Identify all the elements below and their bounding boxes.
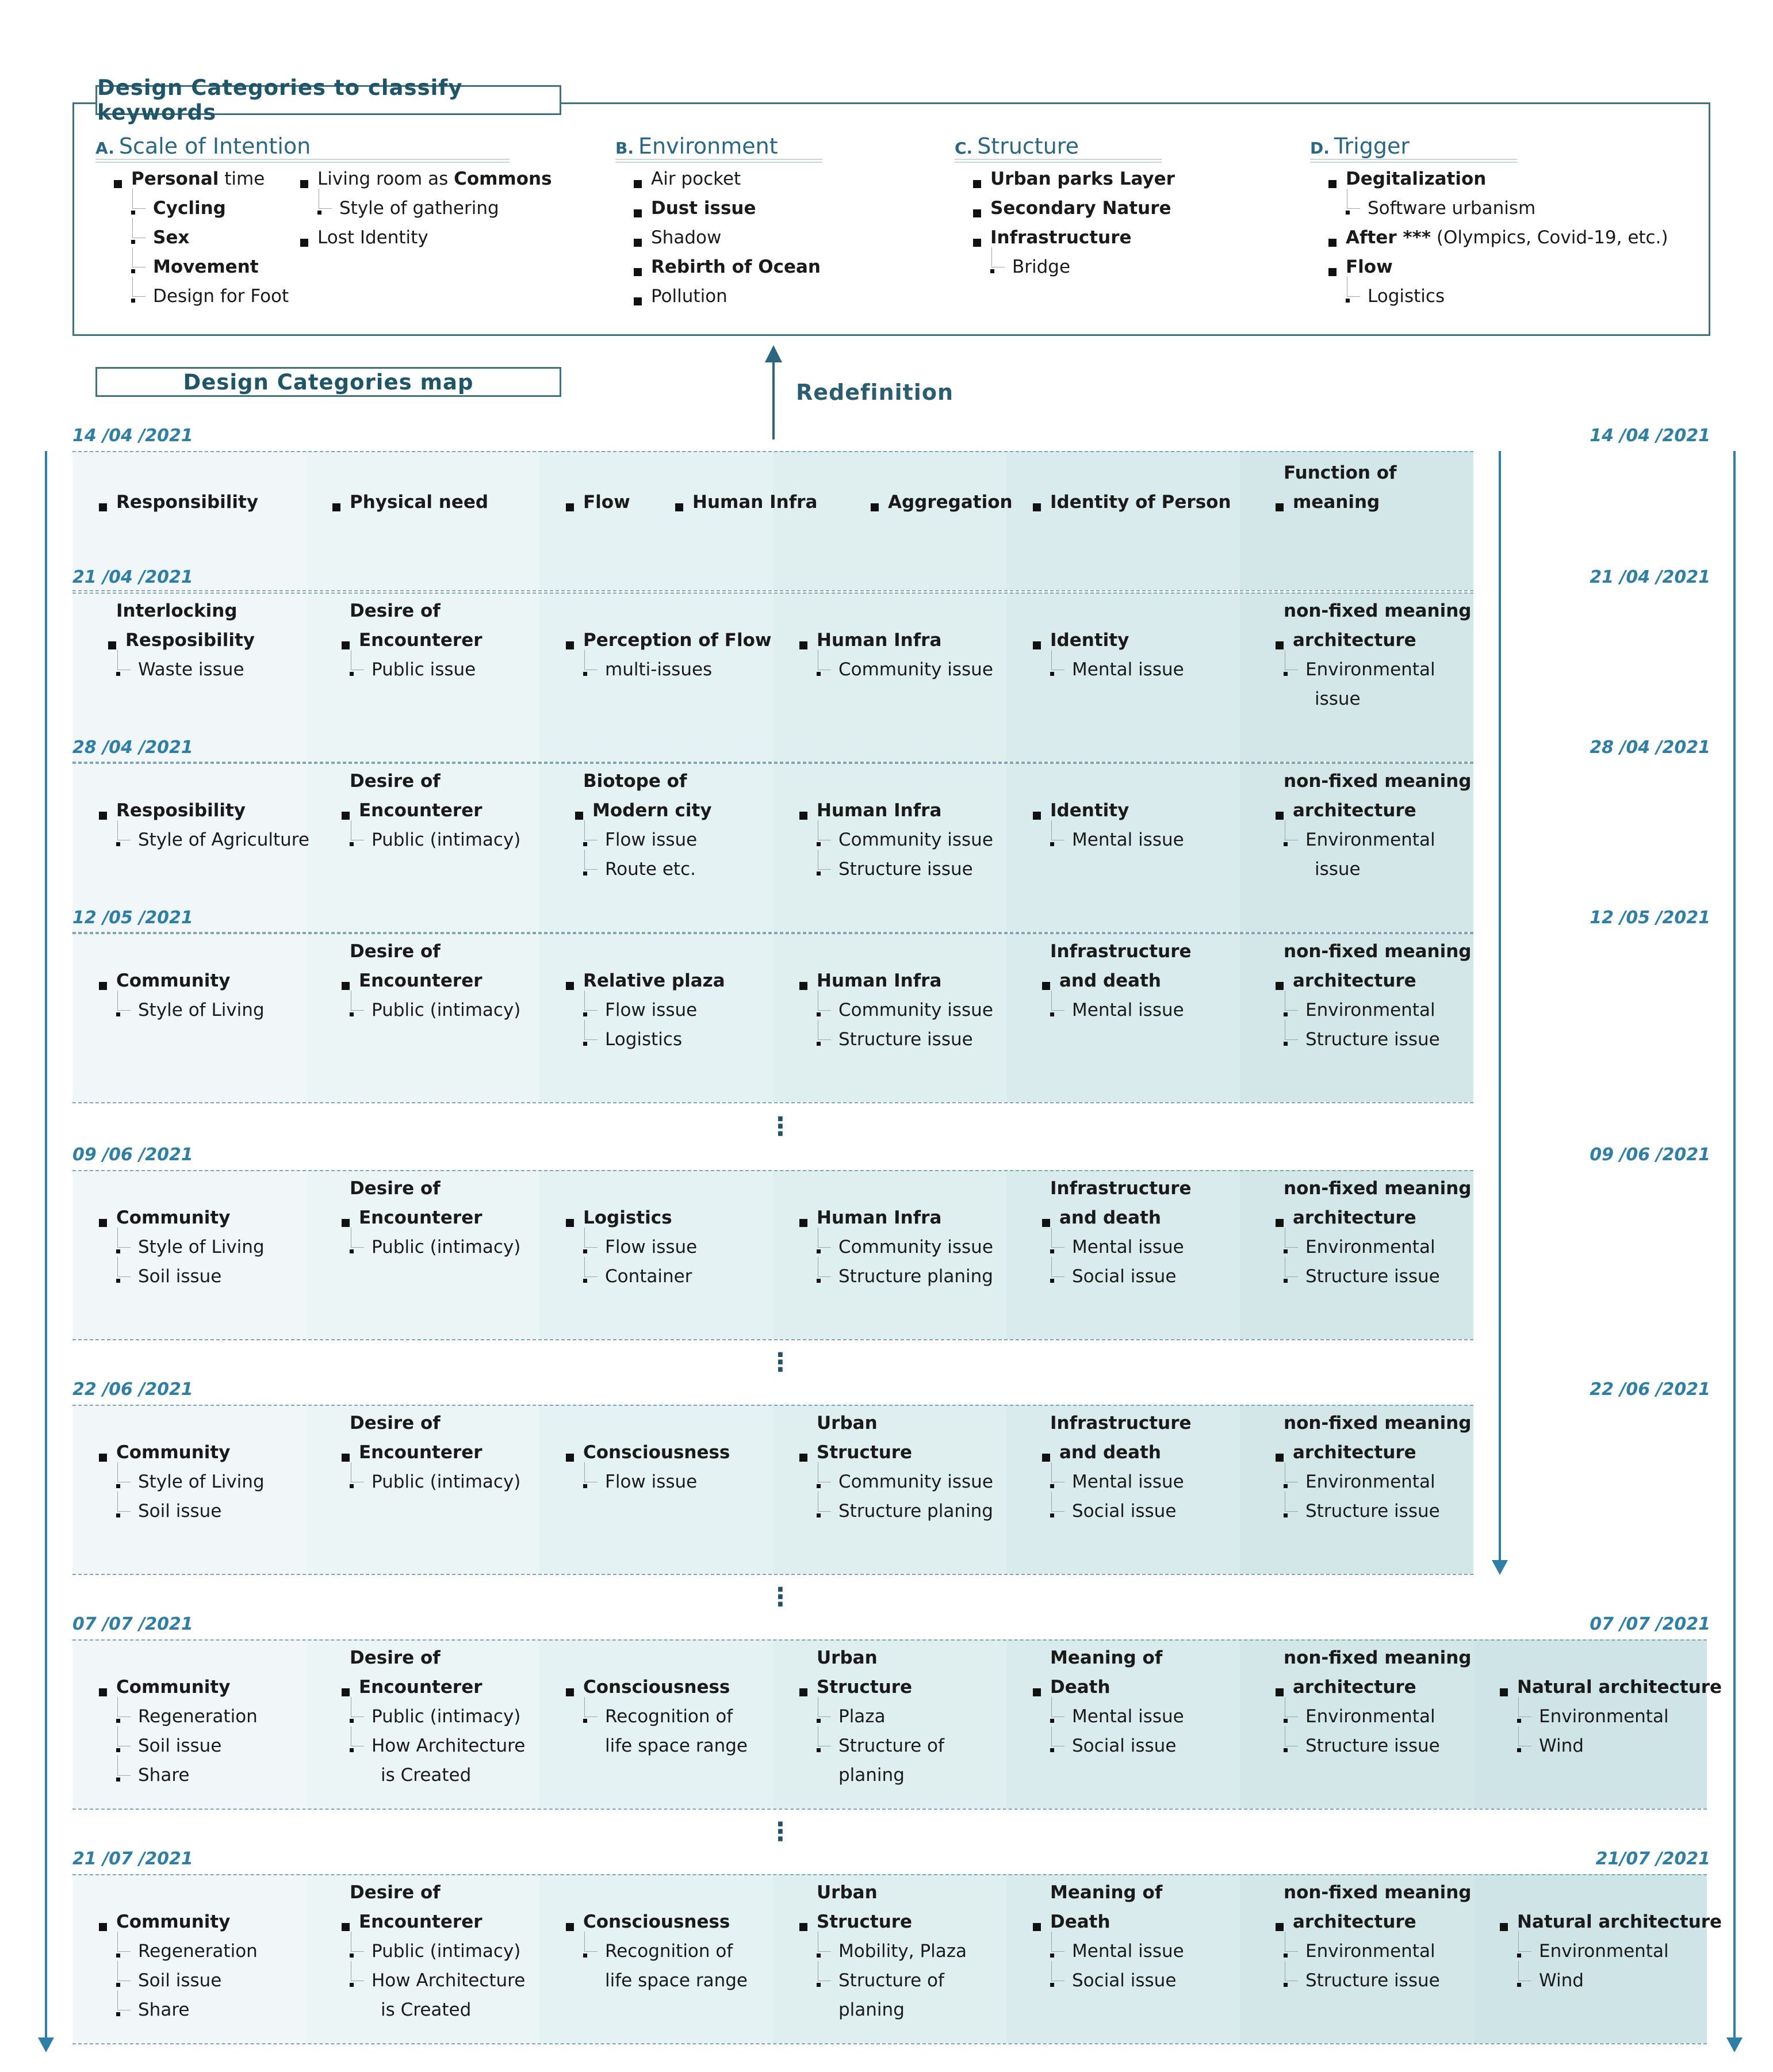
category-keyword: architecture bbox=[1293, 800, 1416, 821]
category-name: Trigger bbox=[1334, 133, 1410, 159]
category-keyword: Human Infra bbox=[817, 800, 942, 821]
category-keyword: Encounterer bbox=[359, 970, 482, 991]
ellipsis-icon: ⋮ bbox=[768, 1817, 793, 1847]
category-keyword-line: Desire of bbox=[350, 1882, 441, 1903]
sub-keyword: Public issue bbox=[372, 659, 476, 680]
category-keyword-line: Desire of bbox=[350, 771, 441, 792]
row-divider bbox=[72, 592, 1473, 594]
category-letter: A. bbox=[95, 139, 114, 158]
category-keyword-line: non-fixed meaning bbox=[1284, 941, 1472, 962]
sub-keyword: Mental issue bbox=[1072, 1471, 1184, 1492]
category-keyword: Encounterer bbox=[359, 1207, 482, 1228]
legend-item-style-gathering: Style of gathering bbox=[339, 198, 499, 219]
row-divider bbox=[72, 763, 1473, 764]
legend-item-logistics: Logistics bbox=[1368, 286, 1445, 307]
ellipsis-icon: ⋮ bbox=[768, 1348, 793, 1377]
sub-keyword: Community issue bbox=[838, 1237, 993, 1257]
category-keyword: architecture bbox=[1293, 1912, 1416, 1932]
category-keyword: architecture bbox=[1293, 970, 1416, 991]
row-date-right: 21/07 /2021 bbox=[1595, 1849, 1710, 1869]
category-keyword: architecture bbox=[1293, 1442, 1416, 1463]
category-keyword: Physical need bbox=[350, 492, 489, 513]
sub-keyword: Public (intimacy) bbox=[372, 1706, 521, 1727]
sub-keyword: Public (intimacy) bbox=[372, 1000, 521, 1020]
category-keyword: Death bbox=[1050, 1677, 1110, 1698]
category-keyword-line: Interlocking bbox=[116, 601, 238, 621]
sub-keyword: How Architecture bbox=[372, 1735, 526, 1756]
sub-keyword: Structure issue bbox=[1305, 1735, 1440, 1756]
sub-keyword: Environmental bbox=[1305, 1000, 1435, 1020]
category-keyword: Death bbox=[1050, 1912, 1110, 1932]
sub-keyword-continuation: issue bbox=[1315, 689, 1361, 709]
category-keyword: Modern city bbox=[592, 800, 712, 821]
category-name: Environment bbox=[638, 133, 778, 159]
category-keyword-line: Urban bbox=[817, 1413, 878, 1433]
sub-keyword: Public (intimacy) bbox=[372, 1941, 521, 1962]
ellipsis-icon: ⋮ bbox=[768, 1112, 793, 1141]
sub-keyword: Soil issue bbox=[138, 1970, 222, 1991]
sub-keyword: Social issue bbox=[1072, 1970, 1177, 1991]
sub-keyword: Wind bbox=[1539, 1735, 1584, 1756]
category-keyword: Resposibility bbox=[125, 630, 255, 651]
sub-keyword: Structure of bbox=[838, 1735, 944, 1756]
row-divider bbox=[72, 1639, 1707, 1641]
row-divider bbox=[72, 1102, 1473, 1103]
row-divider bbox=[72, 933, 1473, 934]
sub-keyword: Logistics bbox=[605, 1029, 683, 1050]
sub-keyword: Plaza bbox=[838, 1706, 886, 1727]
sub-keyword: Structure issue bbox=[1305, 1501, 1440, 1521]
row-date-left: 22 /06 /2021 bbox=[72, 1379, 193, 1400]
sub-keyword: Environmental bbox=[1305, 1941, 1435, 1962]
legend-item-personal: Personal time bbox=[131, 169, 265, 189]
row-divider bbox=[72, 2043, 1707, 2044]
legend-item-pollution: Pollution bbox=[651, 286, 727, 307]
sub-keyword: Mental issue bbox=[1072, 1000, 1184, 1020]
ellipsis-icon: ⋮ bbox=[768, 1582, 793, 1612]
sub-keyword: Wind bbox=[1539, 1970, 1584, 1991]
category-keyword: Community bbox=[116, 1442, 231, 1463]
category-keyword: Encounterer bbox=[359, 800, 482, 821]
category-keyword-line: Function of bbox=[1284, 462, 1397, 483]
sub-keyword: Public (intimacy) bbox=[372, 1237, 521, 1257]
sub-keyword: Share bbox=[138, 1765, 190, 1786]
sub-keyword: Environmental bbox=[1539, 1941, 1669, 1962]
category-letter: C. bbox=[955, 139, 973, 158]
sub-keyword: Mental issue bbox=[1072, 829, 1184, 850]
category-keyword: Natural architecture bbox=[1517, 1677, 1722, 1698]
category-keyword: Flow bbox=[583, 492, 630, 513]
timeline-left-arrow-icon bbox=[38, 2037, 54, 2052]
sub-keyword: Recognition of bbox=[605, 1941, 733, 1962]
category-keyword-line: Desire of bbox=[350, 1413, 441, 1433]
category-keyword: Community bbox=[116, 1207, 231, 1228]
sub-keyword: Structure issue bbox=[838, 1029, 973, 1050]
sub-keyword: Social issue bbox=[1072, 1501, 1177, 1521]
category-keyword-line: Urban bbox=[817, 1882, 878, 1903]
category-keyword-line: Desire of bbox=[350, 601, 441, 621]
timeline-mid-line bbox=[1499, 451, 1501, 1561]
sub-keyword: Environmental bbox=[1305, 1706, 1435, 1727]
row-date-right: 22 /06 /2021 bbox=[1590, 1379, 1710, 1400]
category-keyword: Community bbox=[116, 970, 231, 991]
legend-item-lost-identity: Lost Identity bbox=[317, 227, 428, 248]
sub-keyword: Style of Agriculture bbox=[138, 829, 309, 850]
row-date-right: 28 /04 /2021 bbox=[1590, 737, 1710, 758]
row-date-right: 09 /06 /2021 bbox=[1590, 1145, 1710, 1165]
legend-item-rebirth: Rebirth of Ocean bbox=[651, 257, 821, 277]
sub-keyword: Flow issue bbox=[605, 1471, 698, 1492]
sub-keyword: Regeneration bbox=[138, 1706, 258, 1727]
sub-keyword-continuation: planing bbox=[838, 2000, 905, 2020]
category-keyword: architecture bbox=[1293, 1677, 1416, 1698]
map-title: Design Categories map bbox=[95, 367, 561, 397]
sub-keyword: Soil issue bbox=[138, 1266, 222, 1287]
row-divider bbox=[72, 590, 1473, 591]
sub-keyword: Mobility, Plaza bbox=[838, 1941, 967, 1962]
category-keyword: Human Infra bbox=[692, 492, 818, 513]
sub-keyword: Regeneration bbox=[138, 1941, 258, 1962]
legend-item-dust: Dust issue bbox=[651, 198, 756, 219]
category-keyword: Consciousness bbox=[583, 1677, 730, 1698]
legend-item-digitalization: Degitalization bbox=[1346, 169, 1487, 189]
category-letter: B. bbox=[615, 139, 634, 158]
sub-keyword: Recognition of bbox=[605, 1706, 733, 1727]
category-keyword-line: non-fixed meaning bbox=[1284, 601, 1472, 621]
sub-keyword: Environmental bbox=[1305, 829, 1435, 850]
category-keyword: Community bbox=[116, 1912, 231, 1932]
sub-keyword: Community issue bbox=[838, 829, 993, 850]
category-keyword-line: Urban bbox=[817, 1647, 878, 1668]
category-keyword-line: Desire of bbox=[350, 1647, 441, 1668]
category-keyword: Structure bbox=[817, 1912, 913, 1932]
category-keyword: Human Infra bbox=[817, 630, 942, 651]
legend-item-after: After *** (Olympics, Covid-19, etc.) bbox=[1346, 227, 1668, 248]
legend-item-secondary-nature: Secondary Nature bbox=[990, 198, 1171, 219]
category-keyword: Responsibility bbox=[116, 492, 259, 513]
sub-keyword: Community issue bbox=[838, 1000, 993, 1020]
legend-item-bridge: Bridge bbox=[1012, 257, 1071, 277]
row-date-right: 12 /05 /2021 bbox=[1590, 908, 1710, 928]
category-keyword-line: Desire of bbox=[350, 941, 441, 962]
sub-keyword: Soil issue bbox=[138, 1735, 222, 1756]
legend-item-living-room: Living room as Commons bbox=[317, 169, 552, 189]
category-keyword-line: non-fixed meaning bbox=[1284, 1647, 1472, 1668]
category-keyword: Consciousness bbox=[583, 1912, 730, 1932]
sub-keyword: Container bbox=[605, 1266, 692, 1287]
category-keyword: Relative plaza bbox=[583, 970, 725, 991]
category-keyword: Encounterer bbox=[359, 630, 482, 651]
sub-keyword-continuation: issue bbox=[1315, 859, 1361, 880]
category-letter: D. bbox=[1310, 139, 1330, 158]
category-keyword: architecture bbox=[1293, 630, 1416, 651]
map-column-band bbox=[306, 451, 539, 590]
category-keyword-line: Desire of bbox=[350, 1178, 441, 1199]
category-keyword-line: Infrastructure bbox=[1050, 941, 1192, 962]
category-keyword: Identity bbox=[1050, 800, 1129, 821]
sub-keyword: How Architecture bbox=[372, 1970, 526, 1991]
category-keyword-line: Infrastructure bbox=[1050, 1413, 1192, 1433]
row-date-left: 14 /04 /2021 bbox=[72, 426, 193, 446]
legend-item-cycling: Cycling bbox=[153, 198, 226, 219]
category-keyword-line: Meaning of bbox=[1050, 1882, 1163, 1903]
legend-item-movement: Movement bbox=[153, 257, 259, 277]
sub-keyword: Social issue bbox=[1072, 1266, 1177, 1287]
sub-keyword: Social issue bbox=[1072, 1735, 1177, 1756]
category-keyword: Perception of Flow bbox=[583, 630, 772, 651]
sub-keyword-continuation: life space range bbox=[605, 1970, 748, 1991]
sub-keyword: Community issue bbox=[838, 1471, 993, 1492]
row-divider bbox=[72, 1405, 1473, 1406]
category-keyword: Community bbox=[116, 1677, 231, 1698]
sub-keyword: Structure issue bbox=[1305, 1029, 1440, 1050]
category-keyword: Identity of Person bbox=[1050, 492, 1231, 513]
sub-keyword: Mental issue bbox=[1072, 1237, 1184, 1257]
sub-keyword: Structure planing bbox=[838, 1501, 993, 1521]
legend-item-infrastructure: Infrastructure bbox=[990, 227, 1132, 248]
timeline-right-line bbox=[1733, 451, 1736, 2039]
timeline-mid-arrow-icon bbox=[1492, 1560, 1508, 1575]
category-keyword: Structure bbox=[817, 1442, 913, 1463]
category-keyword: Logistics bbox=[583, 1207, 672, 1228]
sub-keyword: Flow issue bbox=[605, 829, 698, 850]
row-date-right: 07 /07 /2021 bbox=[1590, 1614, 1710, 1634]
category-keyword: Identity bbox=[1050, 630, 1129, 651]
sub-keyword: Environmental bbox=[1539, 1706, 1669, 1727]
category-keyword: Natural architecture bbox=[1517, 1912, 1722, 1932]
row-divider bbox=[72, 1339, 1473, 1340]
legend-item-shadow: Shadow bbox=[651, 227, 722, 248]
sub-keyword: Route etc. bbox=[605, 859, 696, 880]
sub-keyword: Environmental bbox=[1305, 1471, 1435, 1492]
category-keyword: Encounterer bbox=[359, 1442, 482, 1463]
sub-keyword: Structure issue bbox=[838, 859, 973, 880]
sub-keyword: Flow issue bbox=[605, 1000, 698, 1020]
row-date-left: 12 /05 /2021 bbox=[72, 908, 193, 928]
category-keyword: Resposibility bbox=[116, 800, 246, 821]
category-keyword-line: non-fixed meaning bbox=[1284, 1882, 1472, 1903]
legend-item-urban-parks: Urban parks Layer bbox=[990, 169, 1175, 189]
category-keyword-line: Meaning of bbox=[1050, 1647, 1163, 1668]
category-keyword-line: non-fixed meaning bbox=[1284, 771, 1472, 792]
category-keyword: Consciousness bbox=[583, 1442, 730, 1463]
sub-keyword-continuation: life space range bbox=[605, 1735, 748, 1756]
row-date-right: 21 /04 /2021 bbox=[1590, 567, 1710, 587]
row-divider bbox=[72, 451, 1473, 452]
sub-keyword-continuation: planing bbox=[838, 1765, 905, 1786]
legend-item-design-foot: Design for Foot bbox=[153, 286, 289, 307]
sub-keyword: Structure issue bbox=[1305, 1970, 1440, 1991]
category-keyword: meaning bbox=[1293, 492, 1380, 513]
sub-keyword-continuation: is Created bbox=[381, 1765, 472, 1786]
row-date-left: 07 /07 /2021 bbox=[72, 1614, 193, 1634]
sub-keyword: Environmental bbox=[1305, 659, 1435, 680]
map-column-band bbox=[773, 451, 1006, 590]
redefinition-label: Redefinition bbox=[796, 380, 953, 405]
category-name: Scale of Intention bbox=[118, 133, 311, 159]
sub-keyword: Environmental bbox=[1305, 1237, 1435, 1257]
sub-keyword: Mental issue bbox=[1072, 1706, 1184, 1727]
category-keyword: Encounterer bbox=[359, 1677, 482, 1698]
sub-keyword: Style of Living bbox=[138, 1000, 265, 1020]
row-date-right: 14 /04 /2021 bbox=[1590, 426, 1710, 446]
legend-item-air-pocket: Air pocket bbox=[651, 169, 741, 189]
timeline-left-line bbox=[45, 451, 47, 2039]
category-keyword-line: non-fixed meaning bbox=[1284, 1413, 1472, 1433]
sub-keyword: Mental issue bbox=[1072, 1941, 1184, 1962]
sub-keyword: Public (intimacy) bbox=[372, 829, 521, 850]
sub-keyword: Waste issue bbox=[138, 659, 244, 680]
category-keyword: Human Infra bbox=[817, 970, 942, 991]
row-date-left: 09 /06 /2021 bbox=[72, 1145, 193, 1165]
sub-keyword: Flow issue bbox=[605, 1237, 698, 1257]
legend-item-flow: Flow bbox=[1346, 257, 1393, 277]
sub-keyword: Mental issue bbox=[1072, 659, 1184, 680]
category-keyword: and death bbox=[1059, 970, 1161, 991]
category-keyword-line: Biotope of bbox=[583, 771, 687, 792]
row-date-left: 21 /07 /2021 bbox=[72, 1849, 193, 1869]
sub-keyword: Community issue bbox=[838, 659, 993, 680]
category-keyword-line: non-fixed meaning bbox=[1284, 1178, 1472, 1199]
category-keyword: Aggregation bbox=[888, 492, 1013, 513]
row-date-left: 21 /04 /2021 bbox=[72, 567, 193, 587]
category-keyword: and death bbox=[1059, 1207, 1161, 1228]
category-keyword: architecture bbox=[1293, 1207, 1416, 1228]
sub-keyword-continuation: is Created bbox=[381, 2000, 472, 2020]
sub-keyword: Public (intimacy) bbox=[372, 1471, 521, 1492]
category-keyword: Structure bbox=[817, 1677, 913, 1698]
category-name: Structure bbox=[977, 133, 1079, 159]
sub-keyword: Share bbox=[138, 2000, 190, 2020]
sub-keyword: Structure issue bbox=[1305, 1266, 1440, 1287]
legend-item-sex: Sex bbox=[153, 227, 190, 248]
sub-keyword: multi-issues bbox=[605, 659, 713, 680]
legend-title: Design Categories to classify keywords bbox=[95, 85, 561, 115]
category-keyword: Human Infra bbox=[817, 1207, 942, 1228]
timeline-right-arrow-icon bbox=[1726, 2037, 1743, 2052]
category-keyword: Encounterer bbox=[359, 1912, 482, 1932]
map-column-band bbox=[539, 451, 773, 590]
legend-item-software-urbanism: Software urbanism bbox=[1368, 198, 1536, 219]
sub-keyword: Soil issue bbox=[138, 1501, 222, 1521]
row-divider bbox=[72, 1170, 1473, 1171]
sub-keyword: Structure planing bbox=[838, 1266, 993, 1287]
row-date-left: 28 /04 /2021 bbox=[72, 737, 193, 758]
sub-keyword: Style of Living bbox=[138, 1471, 265, 1492]
sub-keyword: Structure of bbox=[838, 1970, 944, 1991]
row-divider bbox=[72, 1874, 1707, 1875]
map-column-band bbox=[1006, 451, 1240, 590]
category-keyword: and death bbox=[1059, 1442, 1161, 1463]
sub-keyword: Style of Living bbox=[138, 1237, 265, 1257]
row-divider bbox=[72, 1574, 1473, 1575]
category-keyword-line: Infrastructure bbox=[1050, 1178, 1192, 1199]
row-divider bbox=[72, 1809, 1707, 1810]
